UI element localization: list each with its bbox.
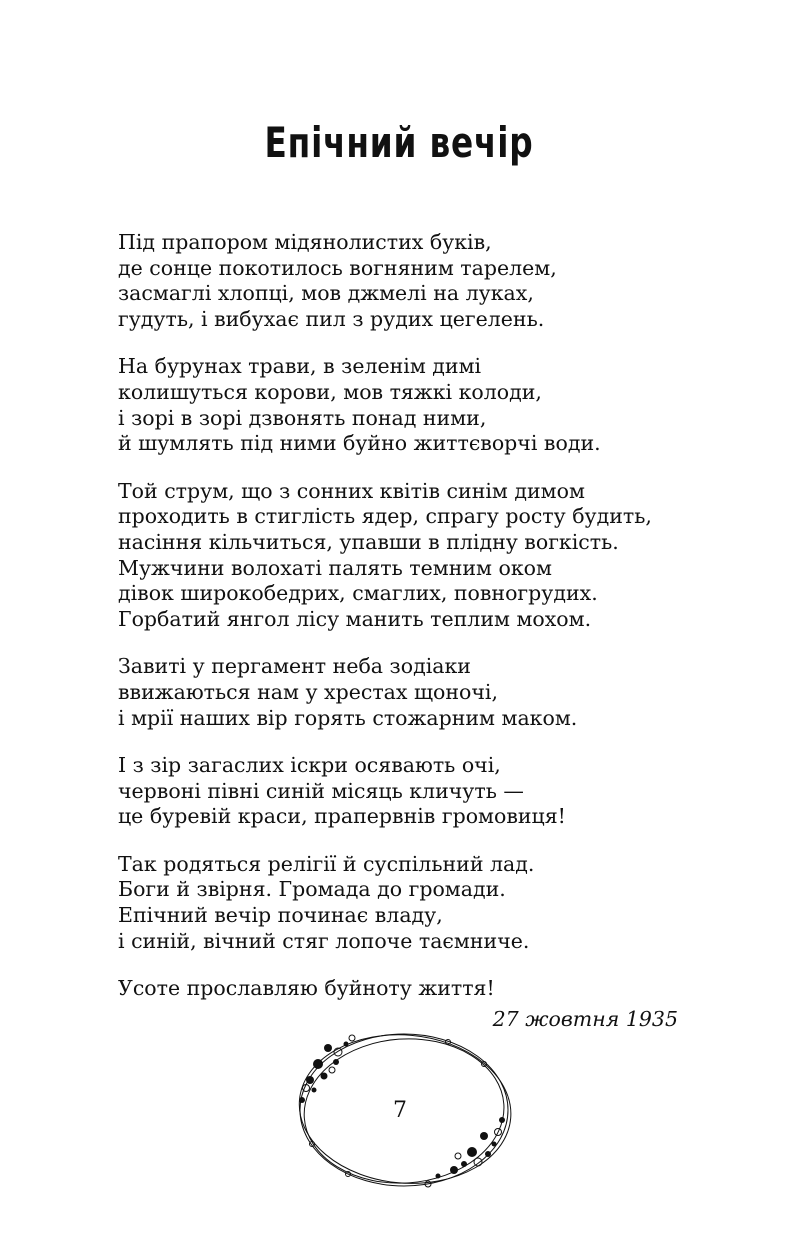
poem-line: гудуть, і вибухає пил з рудих цегелень. bbox=[118, 306, 545, 331]
poem-body bbox=[118, 230, 718, 1024]
poem-line: де сонце покотилось вогняним тарелем, bbox=[118, 255, 557, 280]
poem-date: 27 жовтня 1935 bbox=[492, 1007, 678, 1031]
poem-line: і синій, вічний стяг лопоче таємниче. bbox=[118, 928, 530, 953]
poem-line: це буревій краси, прапервнів громовиця! bbox=[118, 804, 566, 829]
poem-line: й шумлять під ними буйно життєворчі води. bbox=[118, 431, 601, 456]
stanza-1 bbox=[118, 230, 718, 332]
poem-title: Епічний вечір bbox=[264, 118, 534, 167]
poem-line: Мужчини волохаті палять темним оком bbox=[118, 555, 552, 580]
poem-line: Епічний вечір починає владу, bbox=[118, 903, 443, 928]
poem-line: На бурунах трави, в зеленім димі bbox=[118, 354, 482, 379]
poem-line: Усоте прославляю буйноту життя! bbox=[118, 976, 495, 1001]
stanza-3 bbox=[118, 479, 718, 633]
poem-line: насіння кільчиться, упавши в плідну вогкість. bbox=[118, 529, 619, 554]
poem-line: І з зір загаслих іскри осявають очі, bbox=[118, 753, 501, 778]
stanza-5 bbox=[118, 753, 718, 830]
poem-line: дівок широкобедрих, смаглих, повногрудих. bbox=[118, 581, 598, 606]
stanza-2 bbox=[118, 354, 718, 456]
poem-line: Завиті у пергамент неба зодіаки bbox=[118, 654, 471, 679]
stanza-7 bbox=[118, 976, 718, 1002]
poem-line: засмаглі хлопці, мов джмелі на луках, bbox=[118, 281, 534, 306]
poem-line: колишуться корови, мов тяжкі колоди, bbox=[118, 379, 542, 404]
poem-line: Горбатий янгол лісу манить теплим мохом. bbox=[118, 606, 592, 631]
stanza-4 bbox=[118, 654, 718, 731]
poem-line: і мрії наших вір горять стожарним маком. bbox=[118, 705, 578, 730]
poem-line: Під прапором мідянолистих буків, bbox=[118, 230, 492, 254]
poem-line: ввижаються нам у хрестах щоночі, bbox=[118, 679, 499, 704]
stanza-6 bbox=[118, 852, 718, 954]
poem-line: і зорі в зорі дзвонять понад ними, bbox=[118, 405, 487, 430]
poem-line: Той струм, що з сонних квітів синім димом bbox=[118, 478, 585, 503]
poem-line: Боги й звірня. Громада до громади. bbox=[118, 877, 506, 902]
poem-line: Так родяться релігії й суспільний лад. bbox=[118, 851, 535, 876]
poem-line: проходить в стиглість ядер, спрагу росту будить, bbox=[118, 504, 652, 529]
page-number: 7 bbox=[393, 1098, 407, 1123]
poem-line: червоні півні синій місяць кличуть — bbox=[118, 778, 524, 803]
